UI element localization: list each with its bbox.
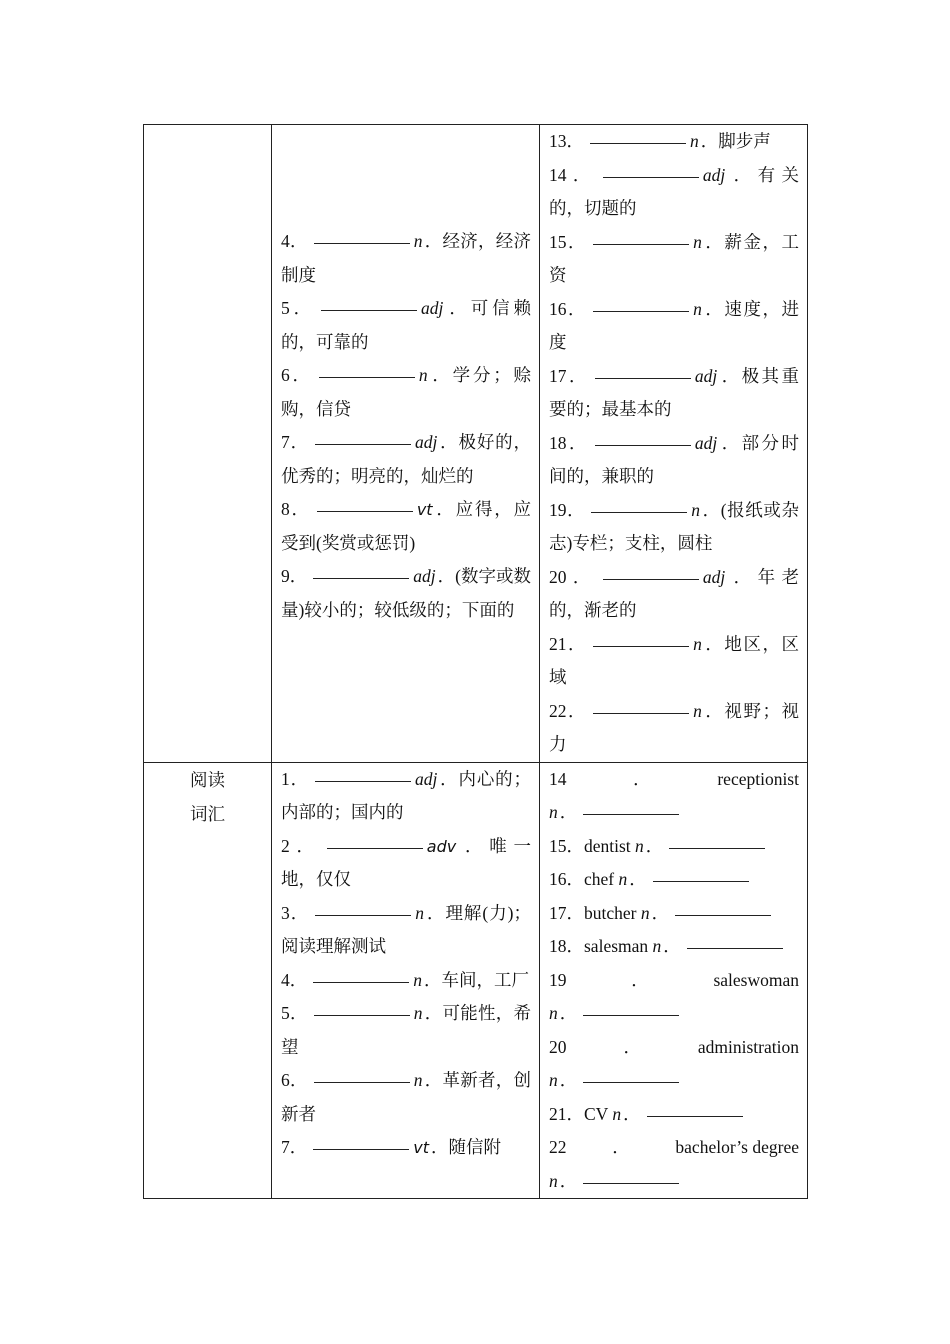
answer-blank[interactable] xyxy=(591,511,687,513)
answer-blank[interactable] xyxy=(669,847,765,849)
vocab-entry: 19． n ．(报纸或杂志)专栏；支柱，圆柱 xyxy=(549,499,800,553)
answer-blank[interactable] xyxy=(583,813,679,815)
answer-blank[interactable] xyxy=(647,1115,743,1117)
vocab-entry: 14． adj ．有关的，切题的 xyxy=(549,164,800,218)
vocab-entry: 18． adj ．部分时间的，兼职的 xyxy=(549,432,799,486)
answer-blank[interactable] xyxy=(314,242,410,244)
answer-blank[interactable] xyxy=(593,310,689,312)
vocab-entry: 4． n ．经济，经济制度 xyxy=(281,231,531,285)
vocab-entry: 6． n ．学分；赊购，信贷 xyxy=(281,365,532,419)
vocab-entry: 21． n ．地区，区域 xyxy=(549,633,800,687)
vocab-entry: 7． adj ．极好的，优秀的；明亮的，灿烂的 xyxy=(281,432,532,486)
category-cell xyxy=(144,762,272,1199)
vocab-entry: 22． n ．视野；视力 xyxy=(549,700,800,754)
answer-blank[interactable] xyxy=(317,510,413,512)
answer-blank[interactable] xyxy=(583,1081,679,1083)
vocab-entry: n ． xyxy=(549,1064,799,1098)
answer-blank[interactable] xyxy=(315,443,411,445)
answer-blank[interactable] xyxy=(590,142,686,144)
answer-blank[interactable] xyxy=(583,1014,679,1016)
category-label: 阅读 xyxy=(190,769,225,790)
answer-blank[interactable] xyxy=(593,712,689,714)
vocab-entry: 16．chef n ． xyxy=(549,863,799,897)
answer-blank[interactable] xyxy=(595,377,691,379)
answer-blank[interactable] xyxy=(675,914,771,916)
vocab-entry: 18．salesman n ． xyxy=(549,930,799,964)
table-row xyxy=(144,762,808,1199)
answer-blank[interactable] xyxy=(687,947,783,949)
answer-blank[interactable] xyxy=(583,1182,679,1184)
vocab-entry: 2． adv ．唯一地，仅仅 xyxy=(281,835,532,889)
answer-blank[interactable] xyxy=(315,914,411,916)
answer-blank[interactable] xyxy=(593,645,689,647)
answer-blank[interactable] xyxy=(593,243,689,245)
answer-blank[interactable] xyxy=(327,847,423,849)
category-label: 词汇 xyxy=(190,803,225,824)
right-column-cell xyxy=(540,125,808,763)
answer-blank[interactable] xyxy=(653,880,749,882)
vocab-entry: 17． adj ．极其重要的；最基本的 xyxy=(549,365,799,419)
middle-column-cell xyxy=(272,762,540,1199)
vocab-entry: 16． n ．速度，进度 xyxy=(549,298,800,352)
vocab-entry: 9． adj ．(数字或数量)较小的；较低级的；下面的 xyxy=(281,566,532,620)
category-cell xyxy=(144,125,272,763)
vocab-entry: 22 ． bachelor’s degree xyxy=(549,1137,799,1157)
vocab-entry: 20． adj ．年老的，渐老的 xyxy=(549,566,800,620)
vocab-entry: n ． xyxy=(549,997,799,1031)
answer-blank[interactable] xyxy=(313,1148,409,1150)
vocab-entry: 3． n ．理解(力)；阅读理解测试 xyxy=(281,902,532,956)
vocab-entry: 4． n ．车间，工厂 xyxy=(281,969,529,990)
vocab-entry: n ． xyxy=(549,1165,799,1199)
vocab-entry: 19 ． saleswoman xyxy=(549,969,799,990)
vocab-entry: 6． n ．革新者，创新者 xyxy=(281,1070,531,1124)
vocab-entry: 5． n ．可能性，希望 xyxy=(281,1003,531,1057)
answer-blank[interactable] xyxy=(313,577,409,579)
answer-blank[interactable] xyxy=(603,176,699,178)
vocab-entry: 20 ． administration xyxy=(549,1036,799,1057)
vocab-entry: 13． n ．脚步声 xyxy=(549,131,771,151)
vocab-entry: 15．dentist n ． xyxy=(549,830,799,864)
vocab-entry: 8． vt ．应得，应受到(奖赏或惩罚) xyxy=(281,499,532,553)
answer-blank[interactable] xyxy=(319,376,415,378)
answer-blank[interactable] xyxy=(315,780,411,782)
right-column-cell xyxy=(540,762,808,1199)
middle-column-cell xyxy=(272,125,540,763)
answer-blank[interactable] xyxy=(313,981,409,983)
vocab-entry: 7． vt ．随信附 xyxy=(281,1137,501,1157)
answer-blank[interactable] xyxy=(314,1014,410,1016)
answer-blank[interactable] xyxy=(603,578,699,580)
vocabulary-table xyxy=(143,124,808,1199)
answer-blank[interactable] xyxy=(321,309,417,311)
vocab-entry: 1． adj ．内心的；内部的；国内的 xyxy=(281,768,532,822)
answer-blank[interactable] xyxy=(314,1081,410,1083)
vocab-entry: 5． adj ．可信赖的，可靠的 xyxy=(281,298,532,352)
vocab-entry: 14 ． receptionist xyxy=(549,768,799,789)
vocab-entry: n ． xyxy=(549,796,799,830)
vocab-entry: 21．CV n ． xyxy=(549,1098,799,1132)
vocab-entry: 15． n ．薪金，工资 xyxy=(549,231,800,285)
table-row xyxy=(144,125,808,763)
vocab-entry: 17．butcher n ． xyxy=(549,897,799,931)
answer-blank[interactable] xyxy=(595,444,691,446)
